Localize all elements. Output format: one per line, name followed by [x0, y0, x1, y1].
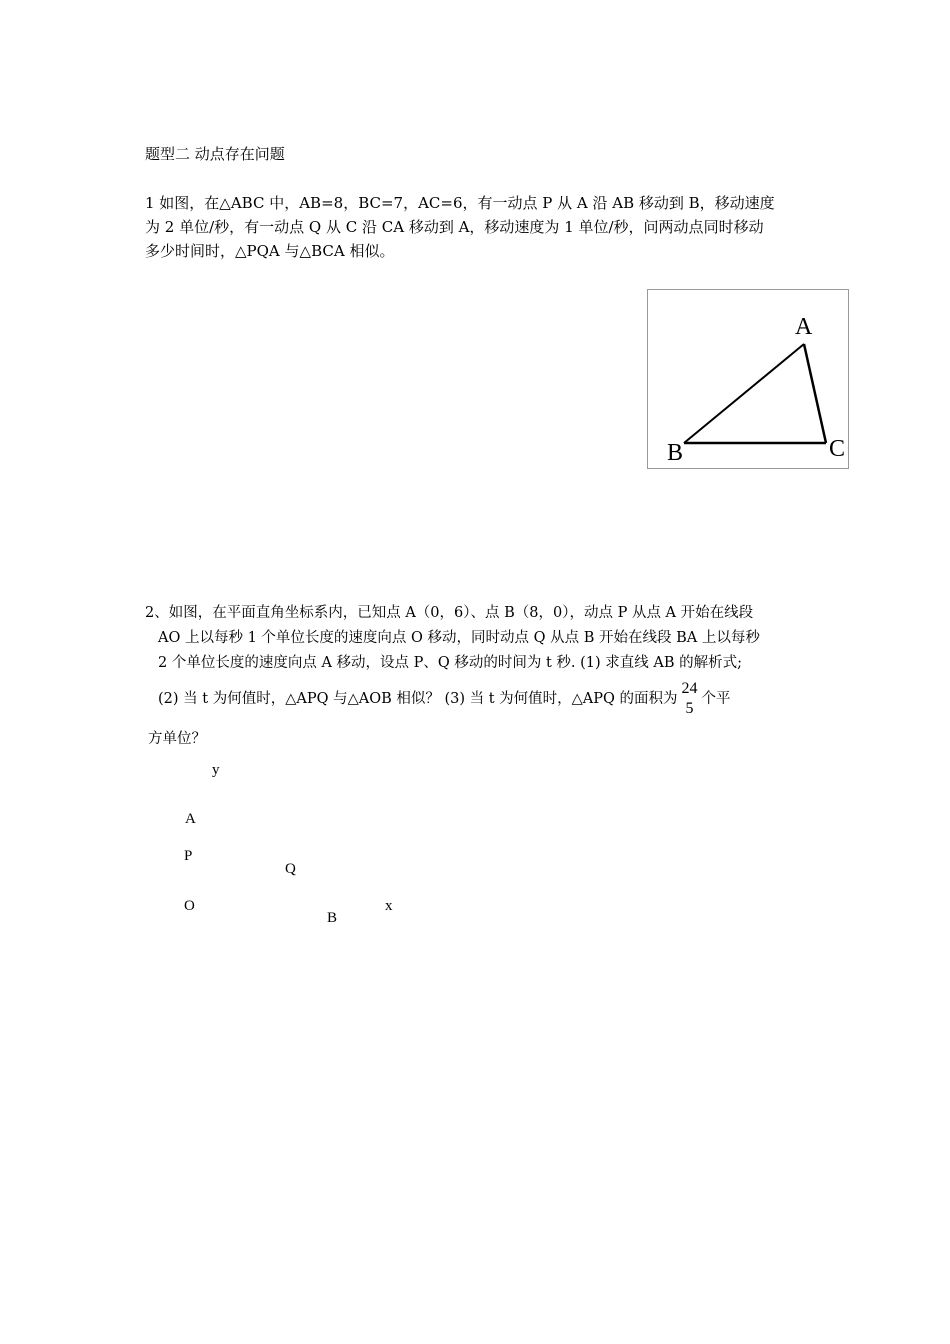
side-ab: [684, 344, 804, 443]
point-label-b: B: [327, 910, 338, 926]
fraction-numerator: 24: [681, 680, 698, 697]
axis-label-x: x: [385, 898, 393, 914]
problem-1-line: 1 如图，在△ABC 中，AB=8，BC=7，AC=6，有一动点 P 从 A 沿 AB 移动到 B，移动速度: [145, 194, 775, 212]
section-title: 题型二 动点存在问题: [145, 145, 285, 163]
vertex-label-b: B: [667, 440, 684, 466]
problem-2-line4-tail: 个平: [701, 691, 731, 707]
fraction-denominator: 5: [685, 700, 694, 717]
problem-2-line: [158, 675, 731, 723]
side-ac: [804, 344, 826, 443]
vertex-label-a: A: [795, 314, 813, 340]
triangle-figure: [647, 289, 849, 469]
point-label-o: O: [184, 898, 195, 914]
point-label-p: P: [184, 848, 193, 864]
axis-label-y: y: [212, 762, 220, 778]
problem-2-line: 2、如图，在平面直角坐标系内，已知点 A（0，6）、点 B（8，0），动点 P 从点 A 开始在线段: [145, 605, 754, 621]
point-label-a: A: [185, 811, 196, 827]
problem-1-text: [145, 191, 810, 263]
problem-2-line4-text: (2) 当 t 为何值时，△APQ 与△AOB 相似？ (3) 当 t 为何值时，△APQ 的面积为: [158, 691, 678, 707]
point-label-q: Q: [285, 861, 296, 877]
fraction-24-over-5: [682, 679, 698, 719]
problem-2-line: 方单位？: [148, 731, 206, 747]
problem-1-line: 多少时间时，△PQA 与△BCA 相似。: [145, 242, 395, 260]
problem-2-line: 2 个单位长度的速度向点 A 移动，设点 P、Q 移动的时间为 t 秒. (1) 求直线 AB 的解析式;: [158, 655, 743, 671]
triangle-svg: [648, 290, 848, 468]
vertex-label-c: C: [829, 436, 846, 462]
problem-1-line: 为 2 单位/秒，有一动点 Q 从 C 沿 CA 移动到 A，移动速度为 1 单位/秒，问两动点同时移动: [145, 218, 764, 236]
problem-2-line: AO 上以每秒 1 个单位长度的速度向点 O 移动，同时动点 Q 从点 B 开始在线段 BA 上以每秒: [158, 630, 760, 646]
